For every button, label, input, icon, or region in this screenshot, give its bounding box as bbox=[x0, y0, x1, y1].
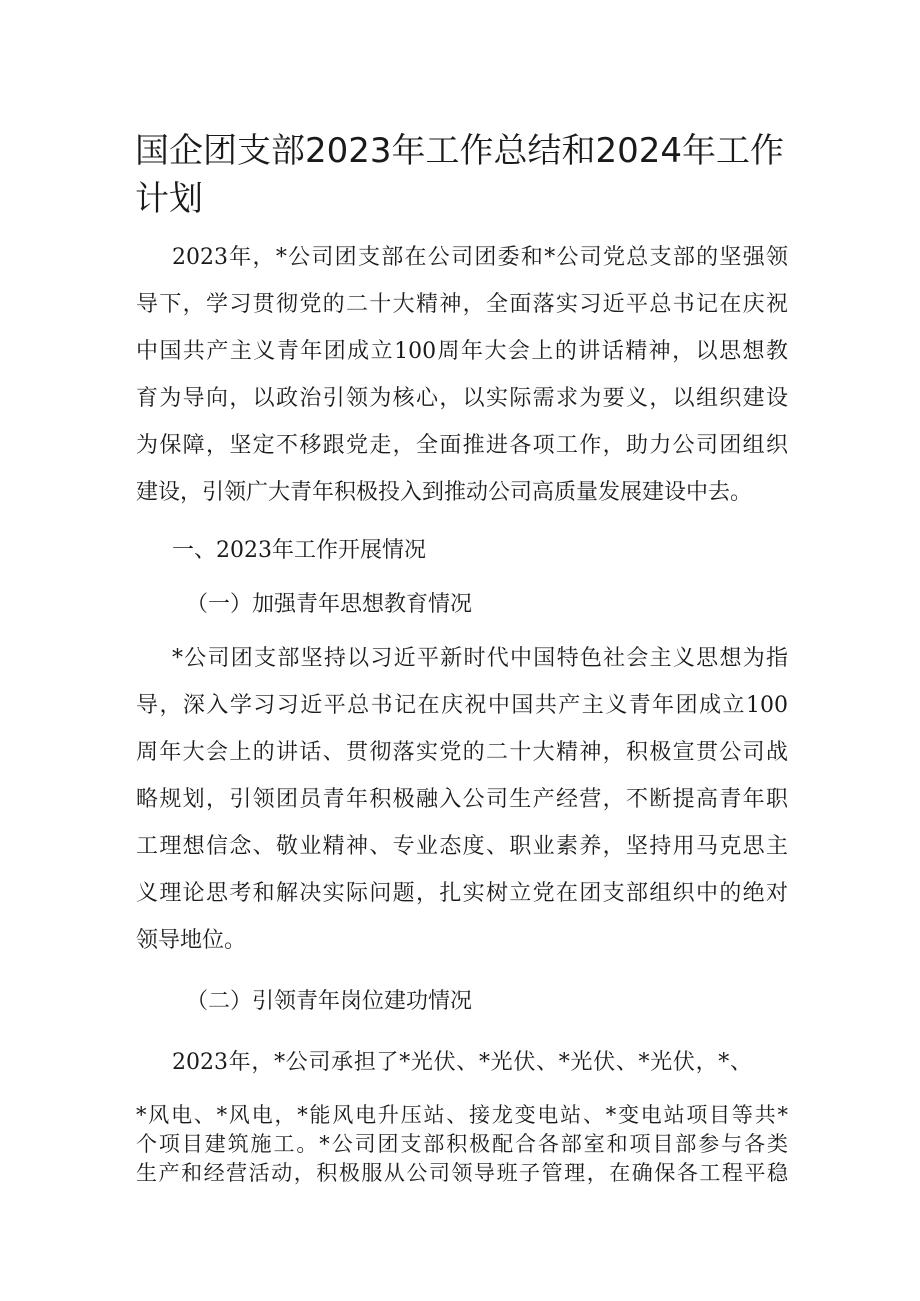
sub2-line-3: 个项目建筑施工。*公司团支部积极配合各部室和项目部参与各类 bbox=[136, 1132, 788, 1156]
document-title-line-1: 国企团支部2023年工作总结和2024年工作 bbox=[135, 131, 785, 171]
sub2-line-4: 生产和经营活动，积极服从公司领导班子管理，在确保各工程平稳 bbox=[136, 1161, 788, 1185]
sub2-line-2: *风电、*风电，*能风电升压站、接龙变电站、*变电站项目等共* bbox=[136, 1103, 788, 1127]
intro-line-2: 导下，学习贯彻党的二十大精神，全面落实习近平总书记在庆祝 bbox=[136, 292, 788, 317]
sub1-line-7: 领导地位。 bbox=[136, 928, 247, 953]
sub1-line-3: 周年大会上的讲话、贯彻落实党的二十大精神，积极宣贯公司战 bbox=[136, 740, 788, 765]
intro-line-1: 2023年，*公司团支部在公司团委和*公司党总支部的坚强领 bbox=[172, 245, 788, 270]
intro-line-4: 育为导向，以政治引领为核心，以实际需求为要义，以组织建设 bbox=[136, 386, 788, 411]
section-1-heading: 一、2023年工作开展情况 bbox=[172, 538, 426, 563]
sub1-line-4: 略规划，引领团员青年积极融入公司生产经营，不断提高青年职 bbox=[136, 787, 788, 812]
intro-line-5: 为保障，坚定不移跟党走，全面推进各项工作，助力公司团组织 bbox=[136, 433, 788, 458]
intro-line-3: 中国共产主义青年团成立100周年大会上的讲话精神，以思想教 bbox=[136, 339, 788, 364]
sub2-line-1: 2023年，*公司承担了*光伏、*光伏、*光伏、*光伏，*、 bbox=[172, 1050, 752, 1075]
subsection-1-heading: （一）加强青年思想教育情况 bbox=[186, 592, 473, 617]
intro-line-6: 建设，引领广大青年积极投入到推动公司高质量发展建设中去。 bbox=[136, 480, 753, 505]
sub1-line-1: *公司团支部坚持以习近平新时代中国特色社会主义思想为指 bbox=[172, 646, 788, 671]
document-title-line-2: 计划 bbox=[135, 179, 203, 219]
sub1-line-5: 工理想信念、敬业精神、专业态度、职业素养，坚持用马克思主 bbox=[136, 834, 788, 859]
subsection-2-heading: （二）引领青年岗位建功情况 bbox=[186, 989, 473, 1014]
sub1-line-2: 导，深入学习习近平总书记在庆祝中国共产主义青年团成立100 bbox=[136, 693, 788, 718]
sub1-line-6: 义理论思考和解决实际问题，扎实树立党在团支部组织中的绝对 bbox=[136, 881, 788, 906]
